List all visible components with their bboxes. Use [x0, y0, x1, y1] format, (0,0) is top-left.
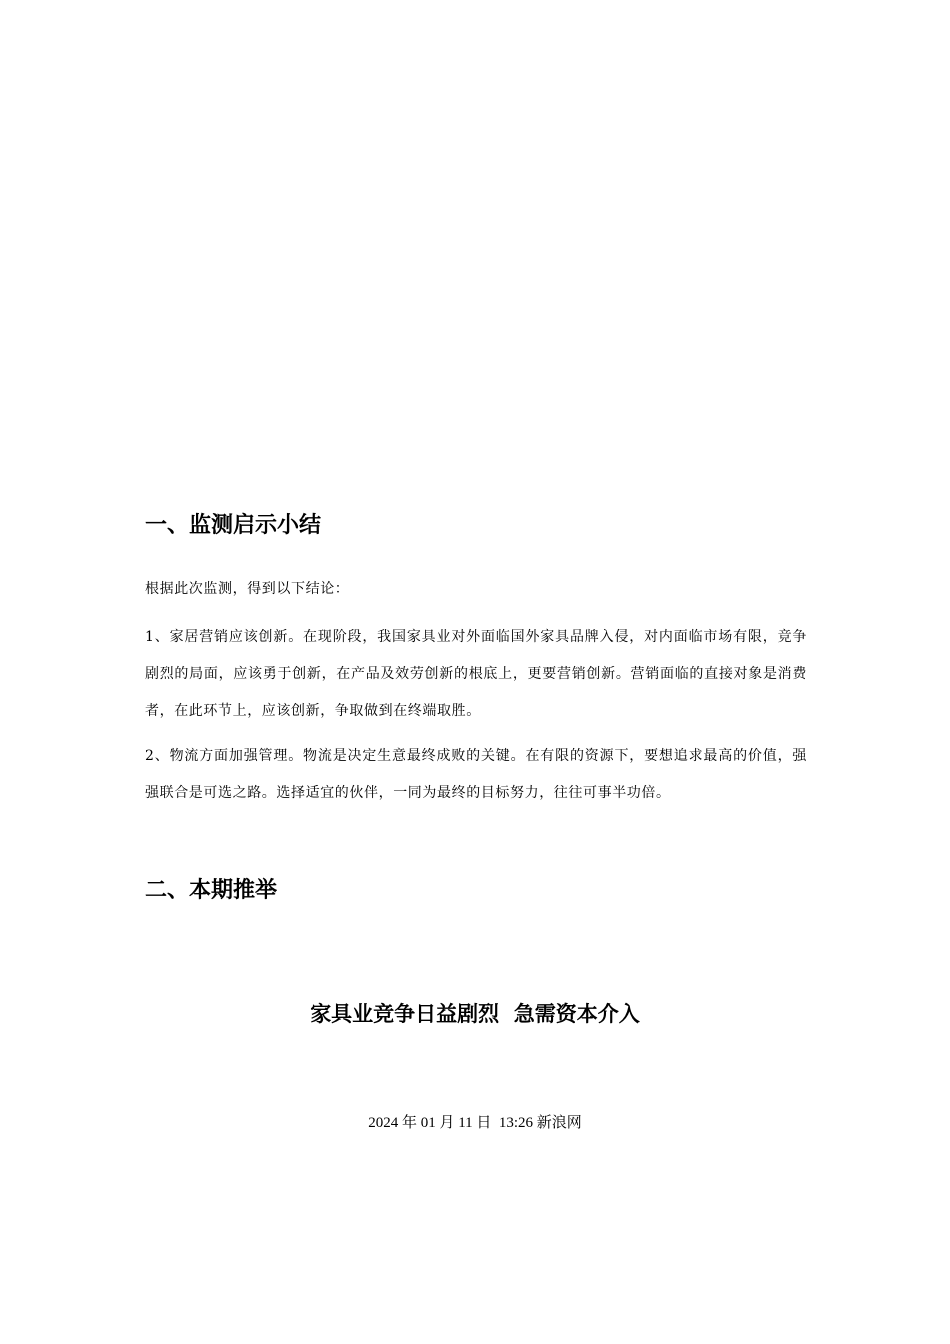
- summary-intro: 根据此次监测，得到以下结论：: [145, 581, 350, 597]
- article-title: 家具业竞争日益剧烈 急需资本介入: [310, 1002, 640, 1026]
- summary-point-2: 2、物流方面加强管理。物流是决定生意最终成败的关键。在有限的资源下，要想追求最高的价值，强强联合是可选之路。选择适宜的伙伴，一同为最终的目标努力，往往可事半功倍。: [145, 748, 807, 801]
- section-heading-recommendation: 二、本期推举: [145, 878, 278, 903]
- summary-point-1: 1、家居营销应该创新。在现阶段，我国家具业对外面临国外家具品牌入侵，对内面临市场有限，竞争剧烈的局面，应该勇于创新，在产品及效劳创新的根底上，更要营销创新。营销面临的直接对象是消费者，在此环节上，应该创新，争取做到在终端取胜。: [145, 629, 807, 719]
- article-dateline: 2024 年 01 月 11 日 13:26 新浪网: [368, 1115, 582, 1131]
- section-heading-summary: 一、监测启示小结: [145, 513, 322, 538]
